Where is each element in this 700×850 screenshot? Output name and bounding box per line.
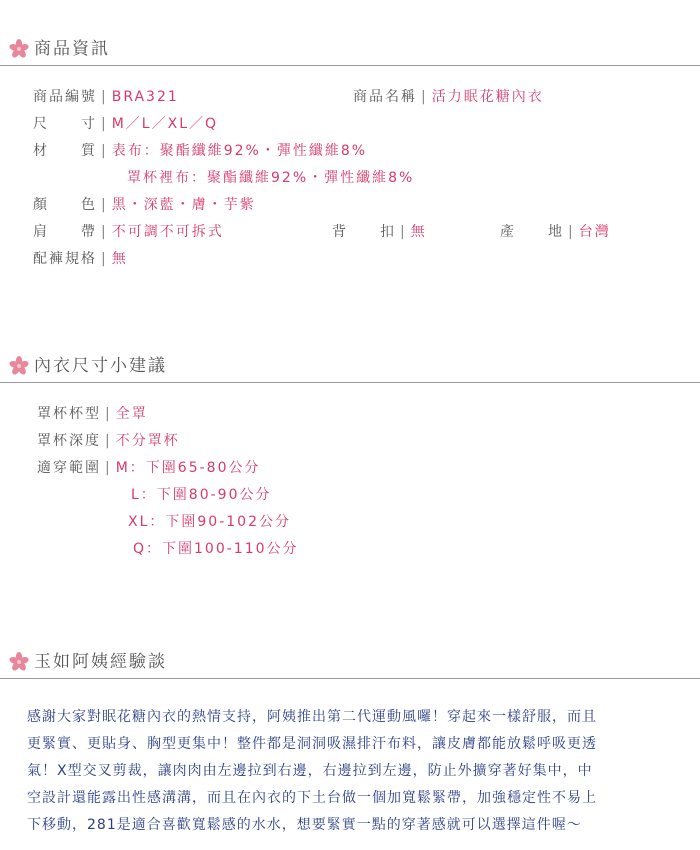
range-l: L：下圍80-90公分 xyxy=(131,487,272,503)
advice-row-range-l xyxy=(131,485,271,505)
flower-icon xyxy=(8,355,30,377)
product-color: 黑・深藍・膚・芋紫 xyxy=(111,197,256,213)
spec-label: 尺 寸 xyxy=(33,116,97,132)
advice-row-range: 適穿範圍 | M：下圍65-80公分 xyxy=(37,460,261,476)
section-title: 內衣尺寸小建議 xyxy=(34,356,167,376)
section-header-product-info xyxy=(0,38,700,68)
cup-depth: 不分罩杯 xyxy=(115,433,180,449)
range-m: M：下圍65-80公分 xyxy=(115,460,261,476)
product-name: 活力眠花糖內衣 xyxy=(431,89,544,105)
intro-line: 下移動，281是適合喜歡寬鬆感的水水，想要緊實一點的穿著感就可以選擇這件喔～ xyxy=(27,817,582,833)
spec-row-material: 材 質 | 表布：聚酯纖維92%・彈性纖維8% xyxy=(33,143,368,159)
advice-row-cup-type: 罩杯杯型 | 全罩 xyxy=(37,406,148,422)
spec-label: 產 地 xyxy=(500,224,564,240)
intro-line: 更緊實、更貼身、胸型更集中！整件都是洞洞吸濕排汗布料，讓皮膚都能放鬆呼吸更透 xyxy=(27,736,597,752)
range-q: Q：下圍100-110公分 xyxy=(133,541,299,557)
product-strap: 不可調不可拆式 xyxy=(111,224,224,240)
advice-label: 罩杯深度 xyxy=(37,433,101,449)
spec-row-name: 商品名稱 | 活力眠花糖內衣 xyxy=(353,89,544,105)
spec-label: 配褲規格 xyxy=(33,251,97,267)
section-title: 商品資訊 xyxy=(34,39,110,59)
cup-type: 全罩 xyxy=(115,406,148,422)
intro-line: 氣！X型交叉剪裁，讓肉肉由左邊拉到右邊，右邊拉到左邊，防止外擴穿著好集中，中 xyxy=(27,763,593,779)
product-material-lining: 罩杯裡布：聚酯纖維92%・彈性纖維8% xyxy=(127,170,415,186)
product-size: M／L／XL／Q xyxy=(111,116,219,132)
spec-row-material-2 xyxy=(127,168,414,188)
product-origin: 台灣 xyxy=(578,224,611,240)
advice-row-range-q xyxy=(133,539,299,559)
spec-row-color: 顏 色 | 黑・深藍・膚・芋紫 xyxy=(33,197,256,213)
section-header-size-advice xyxy=(0,355,700,385)
product-back: 無 xyxy=(410,224,427,240)
spec-label: 材 質 xyxy=(33,143,97,159)
section-title: 玉如阿姨經驗談 xyxy=(34,652,167,672)
product-pants: 無 xyxy=(111,251,128,267)
divider xyxy=(0,382,700,383)
spec-label: 商品名稱 xyxy=(353,89,417,105)
spec-label: 背 扣 xyxy=(332,224,396,240)
range-xl: XL：下圍90-102公分 xyxy=(128,514,291,530)
spec-label: 商品編號 xyxy=(33,89,97,105)
product-code: BRA321 xyxy=(111,89,179,105)
spec-row-size: 尺 寸 | M／L／XL／Q xyxy=(33,116,219,132)
spec-row-origin: 產 地 | 台灣 xyxy=(500,224,611,240)
intro-text xyxy=(27,704,677,839)
spec-row-code: 商品編號 | BRA321 xyxy=(33,89,179,105)
flower-icon xyxy=(8,651,30,673)
divider xyxy=(0,65,700,66)
section-header-talk xyxy=(0,651,700,681)
advice-label: 罩杯杯型 xyxy=(37,406,101,422)
advice-label: 適穿範圍 xyxy=(37,460,101,476)
spec-label: 肩 帶 xyxy=(33,224,97,240)
flower-icon xyxy=(8,38,30,60)
product-material: 表布：聚酯纖維92%・彈性纖維8% xyxy=(111,143,368,159)
spec-row-pants: 配褲規格 | 無 xyxy=(33,251,128,267)
advice-row-cup-depth: 罩杯深度 | 不分罩杯 xyxy=(37,433,180,449)
divider xyxy=(0,678,700,679)
intro-line: 空設計還能露出性感溝溝，而且在內衣的下土台做一個加寬鬆緊帶，加強穩定性不易上 xyxy=(27,790,597,806)
intro-line: 感謝大家對眠花糖內衣的熱情支持，阿姨推出第二代運動風囉！穿起來一樣舒服，而且 xyxy=(27,709,597,725)
spec-label: 顏 色 xyxy=(33,197,97,213)
spec-row-strap: 肩 帶 | 不可調不可拆式 xyxy=(33,224,224,240)
advice-row-range-xl xyxy=(128,512,291,532)
spec-row-back: 背 扣 | 無 xyxy=(332,224,427,240)
